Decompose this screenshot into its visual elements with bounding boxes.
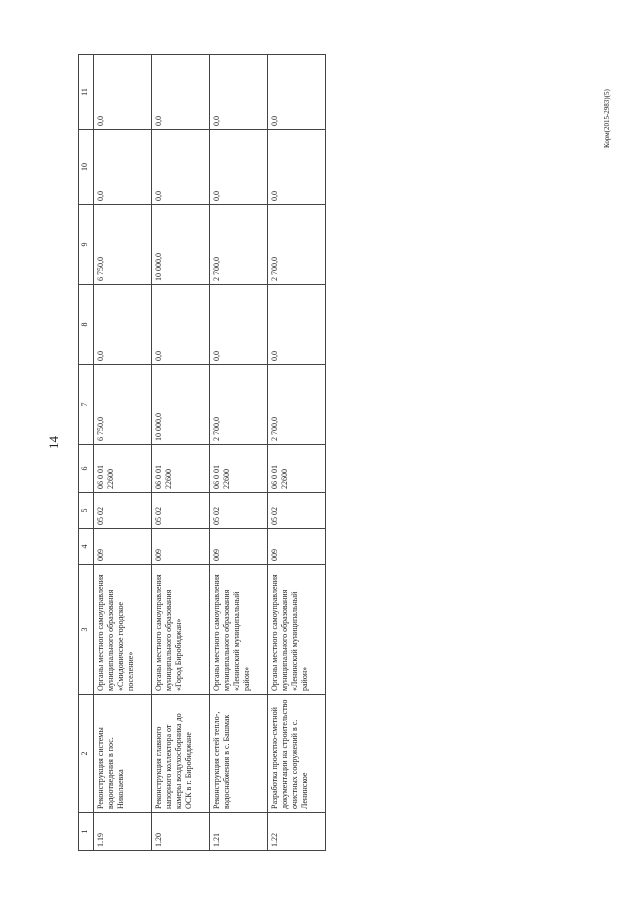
page-number: 14 bbox=[46, 436, 61, 449]
cell-value: 0,0 bbox=[152, 55, 210, 130]
column-header: 11 bbox=[79, 55, 94, 130]
row-number: 1.22 bbox=[268, 813, 326, 851]
row-number: 1.19 bbox=[94, 813, 152, 851]
cell-section: 05 02 bbox=[152, 493, 210, 529]
measure-name: Реконструкция главного напорного коллектора от камеры воздухосборника до ОСК в г. Биробиджане bbox=[152, 695, 210, 813]
column-header: 1 bbox=[79, 813, 94, 851]
header-row bbox=[79, 55, 94, 851]
cell-value: 0,0 bbox=[152, 130, 210, 205]
cell-code: 009 bbox=[152, 529, 210, 565]
cell-section: 05 02 bbox=[94, 493, 152, 529]
cell-code: 009 bbox=[210, 529, 268, 565]
column-header: 5 bbox=[79, 493, 94, 529]
column-header: 7 bbox=[79, 365, 94, 445]
table-row bbox=[94, 55, 152, 851]
column-header: 4 bbox=[79, 529, 94, 565]
cell-target: 06 0 01 22600 bbox=[94, 445, 152, 493]
cell-value: 2 700,0 bbox=[210, 205, 268, 285]
cell-section: 05 02 bbox=[268, 493, 326, 529]
column-header: 6 bbox=[79, 445, 94, 493]
column-header: 8 bbox=[79, 285, 94, 365]
cell-value: 2 700,0 bbox=[268, 205, 326, 285]
row-number: 1.20 bbox=[152, 813, 210, 851]
row-number: 1.21 bbox=[210, 813, 268, 851]
cell-value: 2 700,0 bbox=[210, 365, 268, 445]
table-row bbox=[152, 55, 210, 851]
cell-target: 06 0 01 22600 bbox=[268, 445, 326, 493]
measure-name: Реконструкция системы водоотведения в пос. Николаевка bbox=[94, 695, 152, 813]
responsible-body: Органы местного самоуправления муниципального образования «Смидовичское городское поселение» bbox=[94, 565, 152, 695]
cell-value: 0,0 bbox=[94, 55, 152, 130]
cell-target: 06 0 01 22600 bbox=[210, 445, 268, 493]
cell-section: 05 02 bbox=[210, 493, 268, 529]
cell-value: 0,0 bbox=[268, 130, 326, 205]
cell-value: 0,0 bbox=[94, 285, 152, 365]
cell-value: 0,0 bbox=[210, 130, 268, 205]
cell-value: 0,0 bbox=[152, 285, 210, 365]
cell-value: 6 750,0 bbox=[94, 205, 152, 285]
responsible-body: Органы местного самоуправления муниципального образования «Город Биробиджан» bbox=[152, 565, 210, 695]
cell-value: 10 000,0 bbox=[152, 205, 210, 285]
measure-name: Разработка проектно-сметной документации на строительство очистных сооружений в с. Ленинское bbox=[268, 695, 326, 813]
cell-value: 0,0 bbox=[210, 285, 268, 365]
cell-code: 009 bbox=[268, 529, 326, 565]
column-header: 9 bbox=[79, 205, 94, 285]
responsible-body: Органы местного самоуправления муниципального образования «Ленинский муниципальный район» bbox=[210, 565, 268, 695]
table-row bbox=[268, 55, 326, 851]
cell-value: 6 750,0 bbox=[94, 365, 152, 445]
cell-value: 2 700,0 bbox=[268, 365, 326, 445]
cell-value: 0,0 bbox=[94, 130, 152, 205]
cell-target: 06 0 01 22600 bbox=[152, 445, 210, 493]
document-code: Корм(2015-2983)(5) bbox=[603, 89, 611, 148]
column-header: 3 bbox=[79, 565, 94, 695]
cell-value: 0,0 bbox=[268, 55, 326, 130]
cell-value: 10 000,0 bbox=[152, 365, 210, 445]
budget-table bbox=[78, 54, 326, 851]
cell-code: 009 bbox=[94, 529, 152, 565]
table-row bbox=[210, 55, 268, 851]
table-container bbox=[78, 55, 587, 851]
responsible-body: Органы местного самоуправления муниципального образования «Ленинский муниципальный район» bbox=[268, 565, 326, 695]
column-header: 10 bbox=[79, 130, 94, 205]
column-header: 2 bbox=[79, 695, 94, 813]
measure-name: Реконструкция сетей тепло-, водоснабжения в с. Башмак bbox=[210, 695, 268, 813]
cell-value: 0,0 bbox=[268, 285, 326, 365]
cell-value: 0,0 bbox=[210, 55, 268, 130]
